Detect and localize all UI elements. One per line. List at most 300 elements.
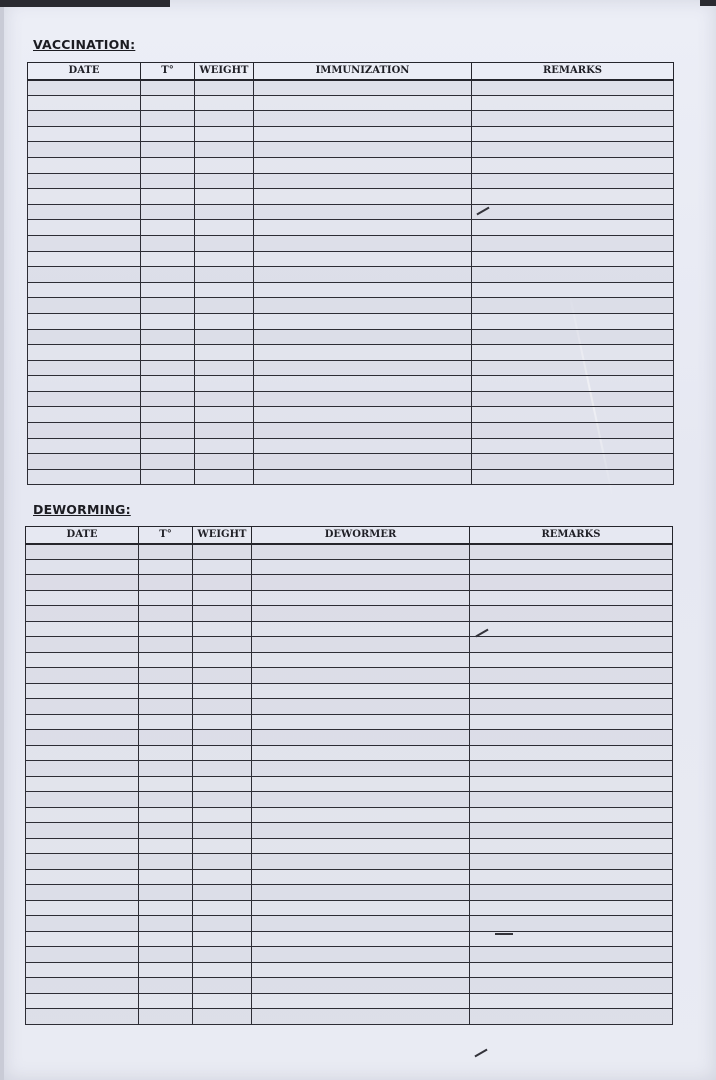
- deworming-cell[interactable]: [139, 606, 193, 622]
- vaccination-cell[interactable]: [195, 173, 254, 189]
- vaccination-cell[interactable]: [254, 95, 472, 111]
- deworming-cell[interactable]: [26, 962, 139, 978]
- vaccination-cell[interactable]: [254, 142, 472, 158]
- deworming-cell[interactable]: [139, 993, 193, 1009]
- deworming-cell[interactable]: [193, 559, 252, 575]
- deworming-cell[interactable]: [470, 761, 673, 777]
- deworming-cell[interactable]: [193, 993, 252, 1009]
- vaccination-cell[interactable]: [28, 204, 141, 220]
- vaccination-cell[interactable]: [195, 454, 254, 470]
- deworming-cell[interactable]: [26, 544, 139, 560]
- deworming-cell[interactable]: [193, 978, 252, 994]
- vaccination-cell[interactable]: [141, 454, 195, 470]
- deworming-cell[interactable]: [26, 931, 139, 947]
- vaccination-cell[interactable]: [195, 298, 254, 314]
- deworming-cell[interactable]: [252, 575, 470, 591]
- vaccination-cell[interactable]: [28, 454, 141, 470]
- vaccination-cell[interactable]: [254, 454, 472, 470]
- vaccination-cell[interactable]: [28, 251, 141, 267]
- vaccination-cell[interactable]: [28, 469, 141, 485]
- vaccination-cell[interactable]: [141, 376, 195, 392]
- deworming-cell[interactable]: [470, 699, 673, 715]
- deworming-cell[interactable]: [470, 637, 673, 653]
- deworming-cell[interactable]: [470, 838, 673, 854]
- deworming-cell[interactable]: [139, 668, 193, 684]
- deworming-cell[interactable]: [470, 621, 673, 637]
- deworming-cell[interactable]: [470, 823, 673, 839]
- deworming-cell[interactable]: [26, 621, 139, 637]
- vaccination-cell[interactable]: [254, 235, 472, 251]
- vaccination-cell[interactable]: [254, 267, 472, 283]
- deworming-cell[interactable]: [470, 652, 673, 668]
- vaccination-cell[interactable]: [195, 80, 254, 96]
- deworming-cell[interactable]: [26, 823, 139, 839]
- vaccination-cell[interactable]: [141, 298, 195, 314]
- deworming-cell[interactable]: [139, 559, 193, 575]
- deworming-cell[interactable]: [139, 807, 193, 823]
- deworming-cell[interactable]: [139, 575, 193, 591]
- vaccination-cell[interactable]: [141, 235, 195, 251]
- vaccination-cell[interactable]: [141, 95, 195, 111]
- deworming-cell[interactable]: [470, 962, 673, 978]
- vaccination-cell[interactable]: [28, 360, 141, 376]
- deworming-cell[interactable]: [139, 621, 193, 637]
- vaccination-cell[interactable]: [195, 376, 254, 392]
- vaccination-cell[interactable]: [28, 126, 141, 142]
- deworming-cell[interactable]: [26, 776, 139, 792]
- deworming-cell[interactable]: [26, 807, 139, 823]
- vaccination-cell[interactable]: [195, 360, 254, 376]
- vaccination-cell[interactable]: [28, 220, 141, 236]
- vaccination-cell[interactable]: [28, 111, 141, 127]
- deworming-cell[interactable]: [252, 714, 470, 730]
- vaccination-cell[interactable]: [472, 407, 674, 423]
- vaccination-cell[interactable]: [472, 235, 674, 251]
- deworming-cell[interactable]: [26, 761, 139, 777]
- vaccination-cell[interactable]: [195, 313, 254, 329]
- deworming-cell[interactable]: [193, 714, 252, 730]
- deworming-cell[interactable]: [470, 575, 673, 591]
- vaccination-cell[interactable]: [141, 189, 195, 205]
- deworming-cell[interactable]: [252, 745, 470, 761]
- deworming-cell[interactable]: [470, 792, 673, 808]
- vaccination-cell[interactable]: [195, 95, 254, 111]
- vaccination-cell[interactable]: [254, 360, 472, 376]
- deworming-cell[interactable]: [26, 606, 139, 622]
- vaccination-cell[interactable]: [254, 204, 472, 220]
- vaccination-cell[interactable]: [141, 345, 195, 361]
- vaccination-cell[interactable]: [254, 173, 472, 189]
- vaccination-cell[interactable]: [254, 189, 472, 205]
- deworming-cell[interactable]: [193, 916, 252, 932]
- vaccination-cell[interactable]: [254, 282, 472, 298]
- deworming-cell[interactable]: [470, 807, 673, 823]
- deworming-cell[interactable]: [470, 885, 673, 901]
- deworming-cell[interactable]: [139, 838, 193, 854]
- vaccination-row: [28, 282, 674, 298]
- deworming-cell[interactable]: [252, 621, 470, 637]
- vaccination-cell[interactable]: [28, 157, 141, 173]
- vaccination-cell[interactable]: [472, 204, 674, 220]
- vaccination-cell[interactable]: [141, 126, 195, 142]
- deworming-cell[interactable]: [252, 1009, 470, 1025]
- vaccination-cell[interactable]: [254, 220, 472, 236]
- vaccination-cell[interactable]: [195, 391, 254, 407]
- vaccination-cell[interactable]: [195, 282, 254, 298]
- deworming-cell[interactable]: [470, 993, 673, 1009]
- deworming-cell[interactable]: [193, 776, 252, 792]
- vaccination-cell[interactable]: [28, 313, 141, 329]
- vaccination-cell[interactable]: [254, 126, 472, 142]
- deworming-cell[interactable]: [193, 761, 252, 777]
- deworming-cell[interactable]: [193, 606, 252, 622]
- vaccination-cell[interactable]: [195, 126, 254, 142]
- vaccination-cell[interactable]: [141, 251, 195, 267]
- vaccination-cell[interactable]: [472, 329, 674, 345]
- deworming-cell[interactable]: [139, 730, 193, 746]
- deworming-cell[interactable]: [26, 575, 139, 591]
- deworming-cell[interactable]: [470, 590, 673, 606]
- deworming-cell[interactable]: [139, 699, 193, 715]
- vaccination-cell[interactable]: [141, 423, 195, 439]
- deworming-cell[interactable]: [193, 575, 252, 591]
- vaccination-cell[interactable]: [254, 251, 472, 267]
- vaccination-cell[interactable]: [195, 220, 254, 236]
- deworming-cell[interactable]: [470, 947, 673, 963]
- deworming-cell[interactable]: [193, 1009, 252, 1025]
- deworming-cell[interactable]: [139, 947, 193, 963]
- deworming-cell[interactable]: [252, 559, 470, 575]
- deworming-cell[interactable]: [252, 993, 470, 1009]
- vaccination-cell[interactable]: [195, 157, 254, 173]
- deworming-cell[interactable]: [252, 652, 470, 668]
- vaccination-cell[interactable]: [254, 438, 472, 454]
- vaccination-cell[interactable]: [28, 267, 141, 283]
- vaccination-cell[interactable]: [254, 157, 472, 173]
- deworming-cell[interactable]: [252, 838, 470, 854]
- vaccination-cell[interactable]: [195, 111, 254, 127]
- deworming-cell[interactable]: [139, 637, 193, 653]
- vaccination-cell[interactable]: [195, 423, 254, 439]
- deworming-cell[interactable]: [139, 714, 193, 730]
- deworming-cell[interactable]: [252, 807, 470, 823]
- deworming-cell[interactable]: [252, 668, 470, 684]
- deworming-row: [26, 652, 673, 668]
- deworming-cell[interactable]: [252, 730, 470, 746]
- deworming-cell[interactable]: [139, 823, 193, 839]
- deworming-cell[interactable]: [470, 606, 673, 622]
- deworming-cell[interactable]: [252, 962, 470, 978]
- vaccination-cell[interactable]: [28, 235, 141, 251]
- deworming-cell[interactable]: [193, 637, 252, 653]
- vaccination-cell[interactable]: [472, 126, 674, 142]
- vaccination-cell[interactable]: [472, 95, 674, 111]
- vaccination-cell[interactable]: [254, 376, 472, 392]
- deworming-cell[interactable]: [470, 714, 673, 730]
- vaccination-cell[interactable]: [195, 407, 254, 423]
- deworming-cell[interactable]: [139, 776, 193, 792]
- deworming-cell[interactable]: [470, 730, 673, 746]
- vaccination-cell[interactable]: [472, 423, 674, 439]
- deworming-cell[interactable]: [470, 683, 673, 699]
- vaccination-cell[interactable]: [254, 80, 472, 96]
- vaccination-cell[interactable]: [141, 407, 195, 423]
- deworming-cell[interactable]: [470, 544, 673, 560]
- vaccination-cell[interactable]: [254, 298, 472, 314]
- deworming-cell[interactable]: [26, 792, 139, 808]
- vaccination-cell[interactable]: [28, 80, 141, 96]
- vaccination-cell[interactable]: [472, 220, 674, 236]
- deworming-cell[interactable]: [193, 668, 252, 684]
- vaccination-cell[interactable]: [195, 329, 254, 345]
- deworming-cell[interactable]: [193, 730, 252, 746]
- vaccination-cell[interactable]: [254, 313, 472, 329]
- deworming-cell[interactable]: [26, 683, 139, 699]
- deworming-cell[interactable]: [252, 900, 470, 916]
- deworming-cell[interactable]: [252, 606, 470, 622]
- deworming-cell[interactable]: [26, 590, 139, 606]
- deworming-cell[interactable]: [26, 854, 139, 870]
- vaccination-cell[interactable]: [141, 313, 195, 329]
- deworming-cell[interactable]: [139, 652, 193, 668]
- vaccination-cell[interactable]: [141, 80, 195, 96]
- deworming-cell[interactable]: [26, 900, 139, 916]
- scan-edge: [0, 0, 170, 7]
- vaccination-cell[interactable]: [141, 360, 195, 376]
- deworming-cell[interactable]: [26, 745, 139, 761]
- deworming-cell[interactable]: [193, 885, 252, 901]
- vaccination-cell[interactable]: [472, 80, 674, 96]
- deworming-cell[interactable]: [470, 745, 673, 761]
- vaccination-cell[interactable]: [472, 345, 674, 361]
- vaccination-cell[interactable]: [28, 329, 141, 345]
- vaccination-cell[interactable]: [141, 438, 195, 454]
- deworming-cell[interactable]: [252, 885, 470, 901]
- vaccination-cell[interactable]: [141, 329, 195, 345]
- vaccination-cell[interactable]: [141, 157, 195, 173]
- deworming-cell[interactable]: [26, 947, 139, 963]
- vaccination-cell[interactable]: [28, 423, 141, 439]
- vaccination-cell[interactable]: [472, 469, 674, 485]
- deworming-cell[interactable]: [252, 590, 470, 606]
- deworming-cell[interactable]: [193, 823, 252, 839]
- deworming-cell[interactable]: [193, 900, 252, 916]
- header-temperature: T°: [141, 63, 195, 80]
- deworming-cell[interactable]: [26, 652, 139, 668]
- vaccination-cell[interactable]: [28, 376, 141, 392]
- vaccination-cell[interactable]: [254, 423, 472, 439]
- vaccination-row: [28, 95, 674, 111]
- deworming-cell[interactable]: [193, 652, 252, 668]
- vaccination-cell[interactable]: [195, 267, 254, 283]
- deworming-cell[interactable]: [139, 590, 193, 606]
- deworming-cell[interactable]: [470, 776, 673, 792]
- vaccination-cell[interactable]: [141, 142, 195, 158]
- deworming-cell[interactable]: [252, 823, 470, 839]
- header-immunization: IMMUNIZATION: [254, 63, 472, 80]
- deworming-cell[interactable]: [252, 947, 470, 963]
- deworming-cell[interactable]: [193, 621, 252, 637]
- deworming-cell[interactable]: [193, 544, 252, 560]
- vaccination-row: [28, 407, 674, 423]
- deworming-cell[interactable]: [26, 730, 139, 746]
- deworming-cell[interactable]: [26, 1009, 139, 1025]
- vaccination-cell[interactable]: [472, 157, 674, 173]
- deworming-cell[interactable]: [252, 683, 470, 699]
- vaccination-cell[interactable]: [472, 267, 674, 283]
- deworming-row: [26, 900, 673, 916]
- vaccination-cell[interactable]: [472, 360, 674, 376]
- vaccination-cell[interactable]: [472, 298, 674, 314]
- vaccination-cell[interactable]: [141, 220, 195, 236]
- deworming-cell[interactable]: [139, 792, 193, 808]
- deworming-cell[interactable]: [252, 637, 470, 653]
- deworming-cell[interactable]: [252, 869, 470, 885]
- vaccination-cell[interactable]: [254, 407, 472, 423]
- vaccination-cell[interactable]: [141, 204, 195, 220]
- vaccination-cell[interactable]: [195, 345, 254, 361]
- deworming-cell[interactable]: [139, 1009, 193, 1025]
- deworming-cell[interactable]: [139, 978, 193, 994]
- vaccination-cell[interactable]: [28, 142, 141, 158]
- deworming-cell[interactable]: [193, 683, 252, 699]
- vaccination-cell[interactable]: [28, 407, 141, 423]
- deworming-cell[interactable]: [26, 978, 139, 994]
- deworming-cell[interactable]: [139, 761, 193, 777]
- deworming-cell[interactable]: [252, 931, 470, 947]
- vaccination-cell[interactable]: [472, 454, 674, 470]
- deworming-row: [26, 544, 673, 560]
- deworming-cell[interactable]: [26, 559, 139, 575]
- deworming-cell[interactable]: [193, 807, 252, 823]
- vaccination-cell[interactable]: [472, 189, 674, 205]
- vaccination-cell[interactable]: [28, 345, 141, 361]
- deworming-cell[interactable]: [26, 916, 139, 932]
- deworming-cell[interactable]: [470, 559, 673, 575]
- deworming-cell[interactable]: [139, 854, 193, 870]
- deworming-cell[interactable]: [193, 590, 252, 606]
- deworming-cell[interactable]: [252, 699, 470, 715]
- vaccination-cell[interactable]: [28, 298, 141, 314]
- vaccination-cell[interactable]: [195, 204, 254, 220]
- vaccination-cell[interactable]: [472, 111, 674, 127]
- deworming-cell[interactable]: [470, 1009, 673, 1025]
- vaccination-cell[interactable]: [141, 282, 195, 298]
- deworming-cell[interactable]: [252, 776, 470, 792]
- vaccination-cell[interactable]: [141, 173, 195, 189]
- vaccination-cell[interactable]: [195, 469, 254, 485]
- vaccination-cell[interactable]: [141, 267, 195, 283]
- vaccination-cell[interactable]: [28, 95, 141, 111]
- vaccination-row: [28, 391, 674, 407]
- deworming-cell[interactable]: [193, 699, 252, 715]
- vaccination-cell[interactable]: [472, 173, 674, 189]
- vaccination-cell[interactable]: [472, 376, 674, 392]
- vaccination-title: VACCINATION:: [33, 37, 136, 52]
- vaccination-cell[interactable]: [195, 189, 254, 205]
- deworming-cell[interactable]: [193, 947, 252, 963]
- deworming-cell[interactable]: [470, 668, 673, 684]
- deworming-cell[interactable]: [470, 900, 673, 916]
- deworming-cell[interactable]: [193, 854, 252, 870]
- deworming-cell[interactable]: [139, 885, 193, 901]
- deworming-row: [26, 699, 673, 715]
- vaccination-cell[interactable]: [472, 282, 674, 298]
- deworming-cell[interactable]: [26, 869, 139, 885]
- deworming-row: [26, 668, 673, 684]
- deworming-cell[interactable]: [470, 869, 673, 885]
- vaccination-cell[interactable]: [254, 111, 472, 127]
- vaccination-row: [28, 438, 674, 454]
- deworming-cell[interactable]: [252, 854, 470, 870]
- deworming-cell[interactable]: [252, 978, 470, 994]
- vaccination-cell[interactable]: [141, 391, 195, 407]
- vaccination-cell[interactable]: [254, 469, 472, 485]
- deworming-cell[interactable]: [139, 962, 193, 978]
- vaccination-cell[interactable]: [472, 438, 674, 454]
- deworming-cell[interactable]: [139, 900, 193, 916]
- vaccination-cell[interactable]: [254, 391, 472, 407]
- deworming-cell[interactable]: [26, 637, 139, 653]
- vaccination-cell[interactable]: [254, 329, 472, 345]
- deworming-cell[interactable]: [26, 838, 139, 854]
- vaccination-cell[interactable]: [28, 173, 141, 189]
- vaccination-cell[interactable]: [141, 111, 195, 127]
- vaccination-cell[interactable]: [472, 391, 674, 407]
- deworming-cell[interactable]: [252, 761, 470, 777]
- deworming-cell[interactable]: [470, 854, 673, 870]
- deworming-cell[interactable]: [139, 745, 193, 761]
- deworming-cell[interactable]: [139, 544, 193, 560]
- deworming-cell[interactable]: [193, 962, 252, 978]
- vaccination-cell[interactable]: [141, 469, 195, 485]
- vaccination-cell[interactable]: [472, 313, 674, 329]
- vaccination-cell[interactable]: [28, 438, 141, 454]
- deworming-cell[interactable]: [193, 745, 252, 761]
- vaccination-cell[interactable]: [254, 345, 472, 361]
- deworming-cell[interactable]: [26, 714, 139, 730]
- vaccination-cell[interactable]: [28, 282, 141, 298]
- deworming-cell[interactable]: [252, 916, 470, 932]
- vaccination-cell[interactable]: [28, 189, 141, 205]
- deworming-cell[interactable]: [26, 668, 139, 684]
- deworming-cell[interactable]: [470, 978, 673, 994]
- vaccination-cell[interactable]: [195, 438, 254, 454]
- deworming-row: [26, 637, 673, 653]
- deworming-cell[interactable]: [139, 683, 193, 699]
- deworming-cell[interactable]: [26, 699, 139, 715]
- deworming-cell[interactable]: [139, 931, 193, 947]
- vaccination-cell[interactable]: [195, 235, 254, 251]
- deworming-cell[interactable]: [26, 993, 139, 1009]
- deworming-cell[interactable]: [193, 869, 252, 885]
- deworming-cell[interactable]: [139, 916, 193, 932]
- deworming-cell[interactable]: [139, 869, 193, 885]
- deworming-cell[interactable]: [193, 792, 252, 808]
- vaccination-cell[interactable]: [195, 251, 254, 267]
- vaccination-cell[interactable]: [28, 391, 141, 407]
- deworming-cell[interactable]: [470, 916, 673, 932]
- deworming-cell[interactable]: [193, 838, 252, 854]
- deworming-cell[interactable]: [252, 544, 470, 560]
- vaccination-cell[interactable]: [472, 251, 674, 267]
- vaccination-cell[interactable]: [472, 142, 674, 158]
- vaccination-row: [28, 173, 674, 189]
- deworming-cell[interactable]: [26, 885, 139, 901]
- deworming-cell[interactable]: [252, 792, 470, 808]
- vaccination-cell[interactable]: [195, 142, 254, 158]
- deworming-cell[interactable]: [193, 931, 252, 947]
